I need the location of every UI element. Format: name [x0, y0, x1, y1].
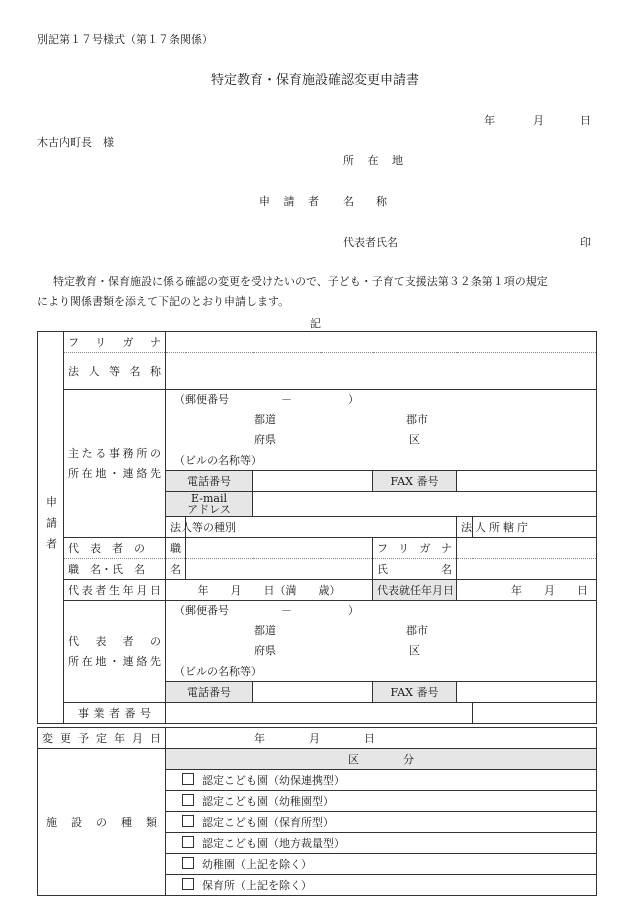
form-id: 別記第１７号様式（第１７条関係）: [37, 33, 213, 46]
rep-phone-label: 電話番号: [166, 682, 253, 703]
rep-phone-field[interactable]: [253, 682, 373, 703]
email-label: E-mail アドレス: [166, 492, 253, 517]
rep-furigana-label: フリガナ: [373, 538, 457, 559]
rep-title-field[interactable]: [186, 538, 373, 559]
facility-option[interactable]: 幼稚園（上記を除く）: [166, 854, 597, 875]
seal-mark: 印: [580, 236, 591, 249]
shoku-label: 職: [166, 538, 186, 559]
facility-type-label: 施設の種類: [38, 749, 166, 896]
corp-authority-label: 法人所轄庁: [457, 517, 473, 538]
city-top-label: 郡市: [406, 413, 429, 426]
postal-code-dash: －: [281, 393, 292, 406]
business-number-blank: [473, 703, 597, 724]
building-name-field[interactable]: （ビルの名称等）: [166, 450, 597, 471]
rep-city-top-label: 郡市: [406, 624, 429, 637]
checkbox-icon[interactable]: [182, 857, 194, 869]
rep-name-field[interactable]: [186, 559, 373, 580]
rep-title-label-bottom: 職 名・氏 名: [64, 559, 166, 580]
facility-option[interactable]: 認定こども園（幼保連携型）: [166, 770, 597, 791]
rep-fax-field[interactable]: [457, 682, 597, 703]
representative-label: 代表者氏名: [343, 236, 398, 249]
email-field[interactable]: [253, 492, 597, 517]
body-text-line1: 特定教育・保育施設に係る確認の変更を受けたいので、子ども・子育て支援法第３２条第１項の規定: [53, 275, 548, 288]
rep-name-label: 氏 名: [373, 559, 457, 580]
rep-address-label: 代 表 者 の 所在地・連絡先: [64, 601, 166, 703]
phone-field[interactable]: [253, 471, 373, 492]
corp-name-label: 法人等名称: [64, 353, 166, 390]
mei-label: 名: [166, 559, 186, 580]
rep-start-field[interactable]: 年 月 日: [457, 580, 597, 601]
furigana-label: フリガナ: [64, 332, 166, 353]
main-office-address-field[interactable]: [166, 390, 597, 451]
fax-label: FAX 番号: [373, 471, 457, 492]
date-year: 年: [484, 114, 495, 127]
rep-postal-code-dash: －: [281, 604, 292, 617]
rep-title-label-top: 代 表 者 の: [64, 538, 166, 559]
rep-dob-field[interactable]: 年 月 日（満 歳）: [166, 580, 373, 601]
rep-furigana-field[interactable]: [457, 538, 597, 559]
prefecture-bottom-label: 府県: [254, 433, 276, 446]
rep-dob-label: 代表者生年月日: [64, 580, 166, 601]
facility-option[interactable]: 保育所（上記を除く）: [166, 875, 597, 896]
rep-name-value-field[interactable]: [457, 559, 597, 580]
body-text-line2: により関係書類を添えて下記のとおり申請します。: [37, 295, 290, 308]
prefecture-top-label: 都道: [254, 413, 276, 426]
page-title: 特定教育・保育施設確認変更申請書: [210, 73, 419, 88]
postal-code-prefix: （郵便番号: [174, 393, 229, 406]
fax-field[interactable]: [457, 471, 597, 492]
facility-option[interactable]: 認定こども園（保育所型）: [166, 812, 597, 833]
facility-option[interactable]: 認定こども園（地方裁量型）: [166, 833, 597, 854]
rep-building-name-field[interactable]: （ビルの名称等）: [166, 661, 597, 682]
checkbox-icon[interactable]: [182, 794, 194, 806]
location-label: 所 在 地: [343, 154, 408, 167]
rep-postal-code-suffix: ）: [348, 604, 359, 617]
city-bottom-label: 区: [409, 433, 421, 446]
applicant-label: 申 請 者: [259, 195, 324, 208]
rep-postal-code-prefix: （郵便番号: [174, 604, 229, 617]
name-label: 名 称: [343, 195, 387, 208]
date-day: 日: [580, 114, 591, 127]
main-office-label: 主たる事務所の 所在地・連絡先: [64, 390, 166, 538]
applicant-column-label: 申請者: [38, 332, 64, 724]
phone-label: 電話番号: [166, 471, 253, 492]
kubun-header: 区 分: [166, 749, 597, 770]
date-month: 月: [533, 114, 544, 127]
corp-type-label: 法人等の種別: [166, 517, 186, 538]
business-number-label: 事業者番号: [64, 703, 166, 724]
addressee: 木古内町長 様: [37, 136, 114, 149]
rep-address-field[interactable]: [166, 601, 597, 662]
rep-fax-label: FAX 番号: [373, 682, 457, 703]
checkbox-icon[interactable]: [182, 836, 194, 848]
checkbox-icon[interactable]: [182, 815, 194, 827]
change-date-field[interactable]: 年 月 日: [166, 728, 597, 749]
facility-table: [37, 727, 597, 896]
postal-code-suffix: ）: [348, 393, 359, 406]
furigana-field[interactable]: [166, 332, 597, 353]
corp-name-field[interactable]: [166, 353, 597, 390]
rep-start-label: 代表就任年月日: [373, 580, 457, 601]
facility-option[interactable]: 認定こども園（幼稚園型）: [166, 791, 597, 812]
change-date-label: 変更予定年月日: [38, 728, 166, 749]
rep-prefecture-bottom-label: 府県: [254, 644, 276, 657]
ki-label: 記: [310, 317, 321, 330]
business-number-field[interactable]: [166, 703, 473, 724]
rep-prefecture-top-label: 都道: [254, 624, 276, 637]
application-table: [37, 331, 597, 724]
rep-city-bottom-label: 区: [409, 644, 421, 657]
checkbox-icon[interactable]: [182, 878, 194, 890]
checkbox-icon[interactable]: [182, 773, 194, 785]
